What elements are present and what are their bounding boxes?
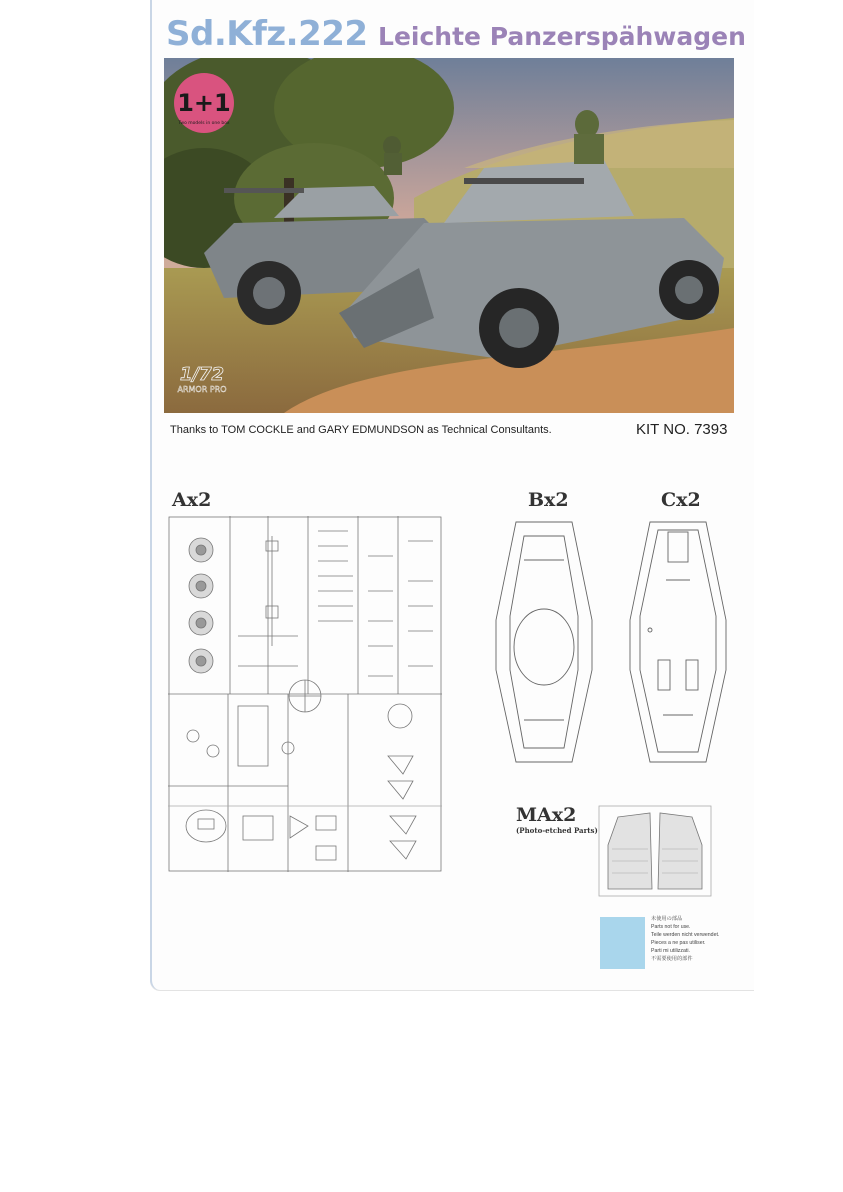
svg-text:1/72: 1/72 bbox=[179, 364, 225, 385]
sprue-a bbox=[168, 516, 442, 872]
svg-text:ARMOR PRO: ARMOR PRO bbox=[177, 385, 227, 394]
sprue-c-label: Cx2 bbox=[661, 489, 701, 511]
credits-text: Thanks to TOM COCKLE and GARY EDMUNDSON as Technical Consultants. bbox=[170, 424, 552, 436]
wheel-parts bbox=[189, 538, 213, 673]
kit-number: KIT NO. 7393 bbox=[636, 421, 728, 438]
page-title bbox=[166, 14, 746, 56]
sprue-c bbox=[628, 520, 728, 764]
legend-line: 不需要使用的部件 bbox=[651, 956, 693, 962]
badge bbox=[174, 73, 234, 133]
badge-text: 1+1 bbox=[177, 89, 231, 117]
legend-line: Pieces a ne pas utiliser. bbox=[651, 940, 706, 946]
small-parts bbox=[186, 531, 433, 860]
legend-line: Teile werden nicht verwendet. bbox=[651, 932, 720, 938]
unused-parts-swatch bbox=[600, 917, 645, 969]
sprue-b-label: Bx2 bbox=[528, 489, 569, 511]
unused-parts-legend bbox=[651, 915, 719, 963]
title-sub: Leichte Panzerspähwagen bbox=[378, 22, 746, 51]
sprue-ma-label: MAx2 bbox=[516, 804, 577, 826]
legend-line: Parts not for use. bbox=[651, 924, 691, 930]
box-art bbox=[164, 58, 734, 413]
badge-subtext: Two models in one box bbox=[178, 121, 230, 126]
sprue-b bbox=[494, 520, 594, 764]
legend-line: Parti mi utilizzati. bbox=[651, 948, 690, 954]
legend-line: 未使用の部品 bbox=[651, 916, 683, 922]
sprue-ma bbox=[598, 805, 712, 897]
sprue-ma-subtitle: (Photo-etched Parts) bbox=[516, 826, 598, 835]
scale-logo bbox=[177, 364, 226, 394]
title-main: Sd.Kfz.222 bbox=[166, 14, 368, 54]
sprue-a-label: Ax2 bbox=[172, 489, 212, 511]
